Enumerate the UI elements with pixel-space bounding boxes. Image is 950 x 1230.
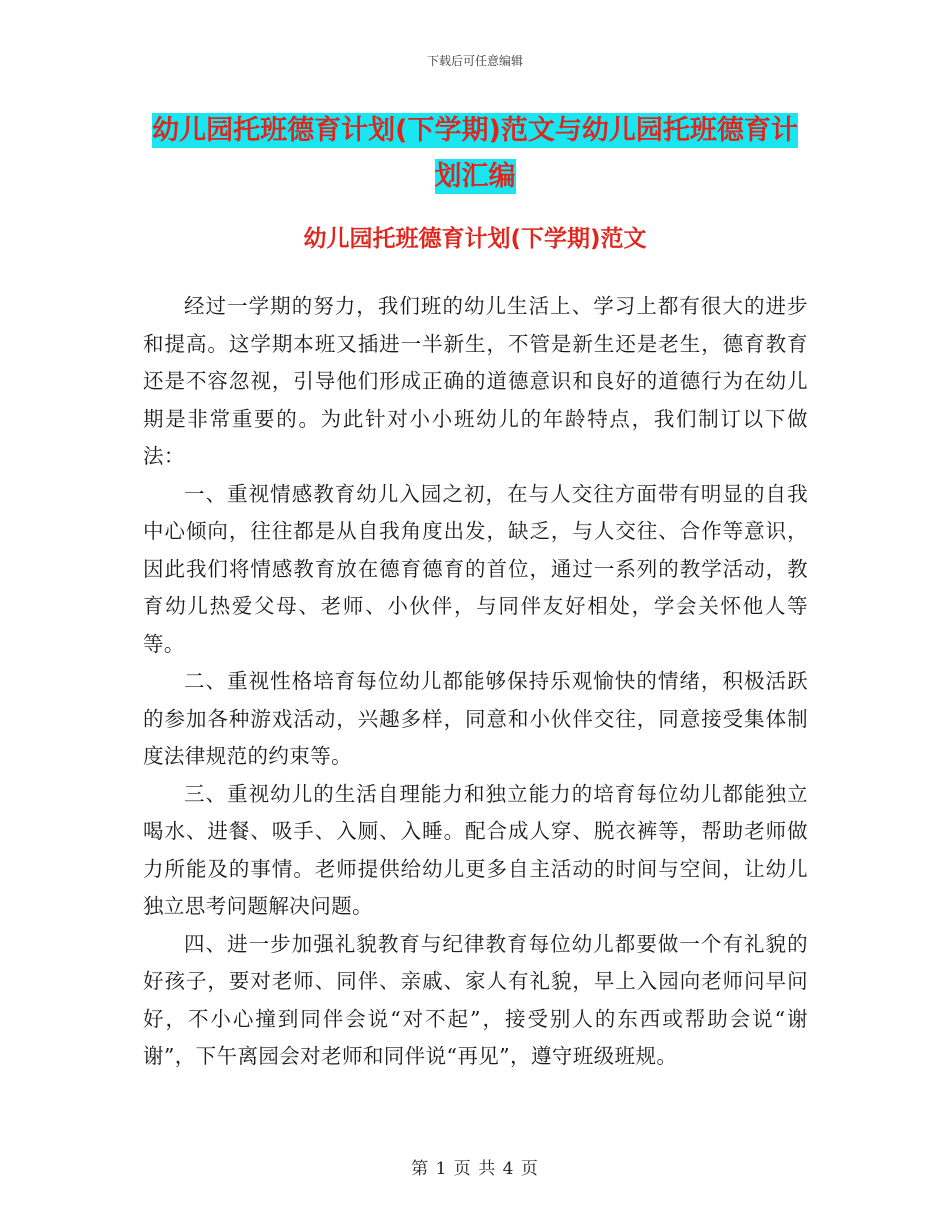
paragraph: 四、进一步加强礼貌教育与纪律教育每位幼儿都要做一个有礼貌的好孩子，要对老师、同伴、亲戚、家人有礼貌，早上入园向老师问早问好，不小心撞到同伴会说“对不起”，接受别人的东西或帮助会说“谢谢”，下午离园会对老师和同伴说“再见”，遵守班级班规。 [143,931,808,1068]
section-title: 幼儿园托班德育计划(下学期)范文 [303,226,647,252]
page-number: 第 1 页 共 4 页 [411,1159,539,1179]
paragraph: 三、重视幼儿的生活自理能力和独立能力的培育每位幼儿都能独立喝水、进餐、吸手、入厕、入睡。配合成人穿、脱衣裤等，帮助老师做力所能及的事情。老师提供给幼儿更多自主活动的时间与空间，让幼儿独立思考问题解决问题。 [143,781,808,918]
paragraph: 二、重视性格培育每位幼儿都能够保持乐观愉快的情绪，积极活跃的参加各种游戏活动，兴趣多样，同意和小伙伴交往，同意接受集体制度法律规范的约束等。 [143,669,808,768]
paragraph: 一、重视情感教育幼儿入园之初，在与人交往方面带有明显的自我中心倾向，往往都是从自我角度出发，缺乏，与人交往、合作等意识，因此我们将情感教育放在德育德育的首位，通过一系列的教学活动，教育幼儿热爱父母、老师、小伙伴，与同伴友好相处，学会关怀他人等等。 [143,481,808,656]
document-title [142,108,808,200]
document-title-text: 幼儿园托班德育计划(下学期)范文与幼儿园托班德育计划汇编 [152,115,798,192]
document-body [143,288,808,1076]
paragraph: 经过一学期的努力，我们班的幼儿生活上、学习上都有很大的进步和提高。这学期本班又插进一半新生，不管是新生还是老生，德育教育还是不容忽视，引导他们形成正确的道德意识和良好的道德行为在幼儿期是非常重要的。为此针对小小班幼儿的年龄特点，我们制订以下做法： [143,294,808,468]
page-header-note: 下载后可任意编辑 [426,54,523,68]
